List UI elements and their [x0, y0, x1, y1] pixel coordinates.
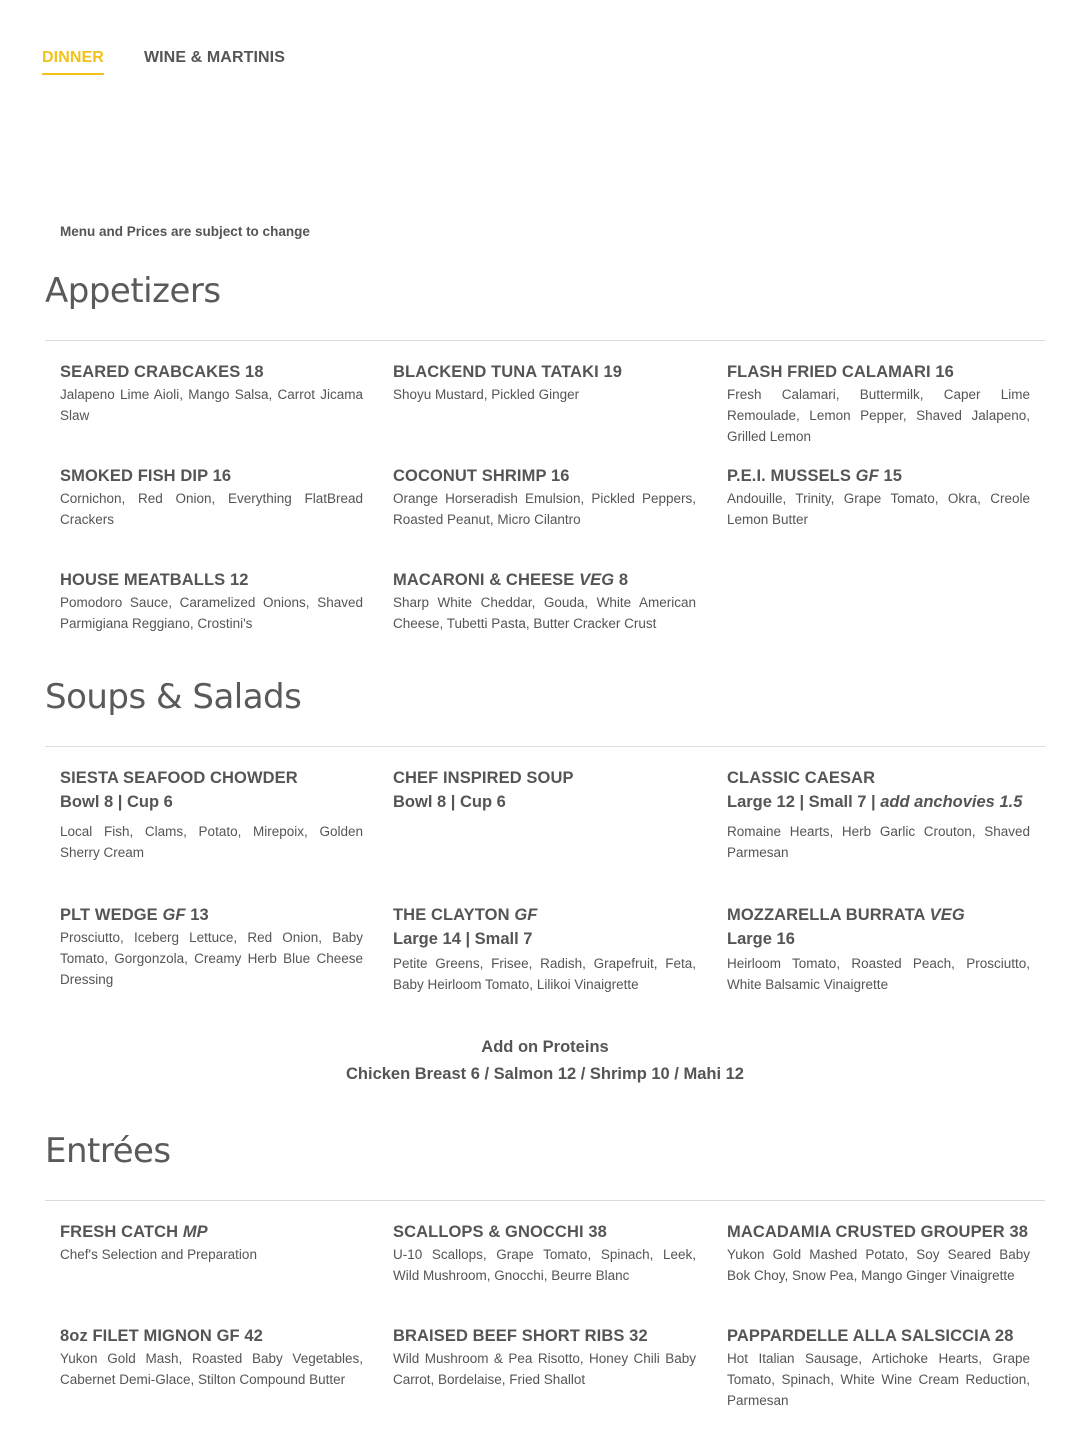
section-divider — [45, 1200, 1045, 1201]
item-description: Prosciutto, Iceberg Lettuce, Red Onion, Baby Tomato, Gorgonzola, Creamy Herb Blue Cheese Dressing — [60, 930, 363, 987]
item-size-price: Large 16 — [727, 930, 795, 948]
item-name: BRAISED BEEF SHORT RIBS 32 — [393, 1327, 648, 1345]
item-description: Sharp White Cheddar, Gouda, White American Cheese, Tubetti Pasta, Butter Cracker Crust — [393, 595, 696, 631]
item-name-text: FRESH CATCH — [60, 1223, 183, 1241]
diet-tag: GF — [514, 906, 538, 924]
item-description: Romaine Hearts, Herb Garlic Crouton, Shaved Parmesan — [727, 824, 1030, 860]
item-description: Yukon Gold Mashed Potato, Soy Seared Baby Bok Choy, Snow Pea, Mango Ginger Vinaigrette — [727, 1247, 1030, 1283]
item-name — [60, 904, 363, 926]
item-description: Chef's Selection and Preparation — [60, 1247, 257, 1262]
item-size-price: Bowl 8 | Cup 6 — [60, 793, 173, 811]
item-description: U-10 Scallops, Grape Tomato, Spinach, Leek, Wild Mushroom, Gnocchi, Beurre Blanc — [393, 1247, 696, 1283]
item-name: BLACKEND TUNA TATAKI 19 — [393, 363, 623, 381]
item-price: 8 — [614, 571, 629, 589]
menu-item — [60, 904, 363, 990]
tab-wine-martinis[interactable]: WINE & MARTINIS — [143, 49, 285, 66]
item-description: Cornichon, Red Onion, Everything FlatBread Crackers — [60, 491, 363, 527]
diet-tag: GF — [162, 906, 186, 924]
item-description: Fresh Calamari, Buttermilk, Caper Lime Remoulade, Lemon Pepper, Shaved Jalapeno, Grilled Lemon — [727, 387, 1030, 444]
item-name — [727, 904, 1030, 926]
menu-item — [60, 465, 363, 530]
item-description: Local Fish, Clams, Potato, Mirepoix, Golden Sherry Cream — [60, 824, 363, 860]
item-size-price — [727, 789, 1037, 815]
menu-item — [727, 361, 1030, 447]
menu-item — [393, 767, 696, 815]
section-title-appetizers: Appetizers — [45, 271, 221, 311]
menu-tabs — [42, 49, 285, 75]
add-on-proteins-title: Add on Proteins — [481, 1038, 609, 1056]
item-name-text: MACARONI & CHEESE — [393, 571, 580, 589]
item-name: CHEF INSPIRED SOUP — [393, 769, 574, 787]
menu-item — [60, 569, 363, 634]
item-name: PAPPARDELLE ALLA SALSICCIA 28 — [727, 1327, 1014, 1345]
item-name: HOUSE MEATBALLS 12 — [60, 571, 249, 589]
menu-item — [60, 361, 363, 426]
size-price-text: Large 12 | Small 7 | — [727, 793, 881, 811]
item-size-price: Large 14 | Small 7 — [393, 930, 533, 948]
menu-item — [393, 569, 696, 634]
section-divider — [45, 746, 1045, 747]
menu-item — [60, 1325, 363, 1390]
item-name: 8oz FILET MIGNON GF 42 — [60, 1327, 263, 1345]
item-description: Hot Italian Sausage, Artichoke Hearts, Grape Tomato, Spinach, White Wine Cream Reduction, Parmesan — [727, 1351, 1030, 1408]
item-name: COCONUT SHRIMP 16 — [393, 467, 570, 485]
diet-tag: GF — [855, 467, 879, 485]
item-price: 13 — [185, 906, 209, 924]
menu-item — [727, 767, 1037, 863]
item-description: Heirloom Tomato, Roasted Peach, Prosciutto, White Balsamic Vinaigrette — [727, 956, 1030, 992]
item-name: SMOKED FISH DIP 16 — [60, 467, 232, 485]
add-on-proteins — [45, 1034, 1045, 1088]
diet-tag: VEG — [579, 571, 615, 589]
diet-tag: VEG — [929, 906, 965, 924]
menu-item — [727, 1221, 1030, 1286]
menu-item — [393, 1325, 696, 1390]
item-name-text: PLT WEDGE — [60, 906, 163, 924]
item-price: 15 — [878, 467, 903, 485]
menu-item — [393, 1221, 696, 1286]
section-title-entrees: Entrées — [45, 1131, 171, 1171]
add-on-proteins-list: Chicken Breast 6 / Salmon 12 / Shrimp 10 / Mahi 12 — [346, 1065, 744, 1083]
item-size-price: Bowl 8 | Cup 6 — [393, 793, 506, 811]
price-notice: Menu and Prices are subject to change — [60, 224, 310, 239]
menu-item — [727, 465, 1030, 530]
section-divider — [45, 340, 1045, 341]
item-name — [393, 569, 696, 591]
item-name — [60, 1221, 363, 1243]
item-description: Petite Greens, Frisee, Radish, Grapefruit, Feta, Baby Heirloom Tomato, Lilikoi Vinaigrette — [393, 956, 696, 992]
item-name: FLASH FRIED CALAMARI 16 — [727, 363, 954, 381]
item-description: Wild Mushroom & Pea Risotto, Honey Chili Baby Carrot, Bordelaise, Fried Shallot — [393, 1351, 696, 1387]
item-name-text: P.E.I. MUSSELS — [727, 467, 856, 485]
item-name — [393, 904, 696, 926]
item-description: Andouille, Trinity, Grape Tomato, Okra, Creole Lemon Butter — [727, 491, 1030, 527]
item-description: Jalapeno Lime Aioli, Mango Salsa, Carrot Jicama Slaw — [60, 387, 363, 423]
item-name-text: THE CLAYTON — [393, 906, 515, 924]
menu-item — [727, 1325, 1030, 1411]
item-name — [727, 465, 1030, 487]
menu-item — [60, 1221, 363, 1265]
menu-item — [393, 361, 696, 405]
item-name: CLASSIC CAESAR — [727, 769, 876, 787]
item-name: SIESTA SEAFOOD CHOWDER — [60, 769, 298, 787]
market-price-tag: MP — [182, 1223, 208, 1241]
add-on-note: add anchovies 1.5 — [880, 793, 1023, 811]
item-name: SCALLOPS & GNOCCHI 38 — [393, 1223, 607, 1241]
menu-item — [727, 904, 1030, 995]
item-name-text: MOZZARELLA BURRATA — [727, 906, 930, 924]
item-description: Pomodoro Sauce, Caramelized Onions, Shaved Parmigiana Reggiano, Crostini's — [60, 595, 363, 631]
item-description: Orange Horseradish Emulsion, Pickled Peppers, Roasted Peanut, Micro Cilantro — [393, 491, 696, 527]
menu-item — [393, 465, 696, 530]
item-description: Yukon Gold Mash, Roasted Baby Vegetables, Cabernet Demi-Glace, Stilton Compound Butter — [60, 1351, 363, 1387]
item-description: Shoyu Mustard, Pickled Ginger — [393, 387, 580, 402]
section-title-soups-salads: Soups & Salads — [45, 677, 302, 717]
item-name: MACADAMIA CRUSTED GROUPER 38 — [727, 1223, 1029, 1241]
tab-dinner[interactable]: DINNER — [42, 49, 104, 75]
item-name: SEARED CRABCAKES 18 — [60, 363, 264, 381]
menu-item — [393, 904, 696, 995]
menu-item — [60, 767, 363, 863]
